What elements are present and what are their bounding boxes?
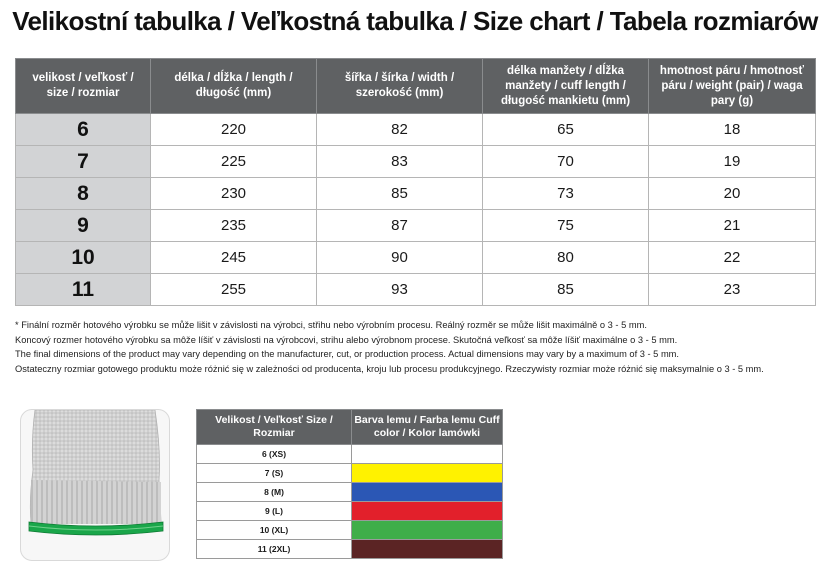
size-chart-header-row	[16, 59, 816, 114]
cuff-size-cell: 11 (2XL)	[197, 540, 352, 559]
width-cell: 93	[317, 274, 483, 306]
weight-cell: 21	[649, 210, 816, 242]
length-cell: 255	[151, 274, 317, 306]
width-cell: 90	[317, 242, 483, 274]
table-row	[16, 114, 816, 146]
glove-cuff-image	[20, 409, 170, 561]
cuff-row	[197, 483, 503, 502]
footnotes	[15, 318, 820, 376]
cuff-cell: 80	[483, 242, 649, 274]
length-cell: 235	[151, 210, 317, 242]
cuff-row	[197, 540, 503, 559]
cuff-row	[197, 502, 503, 521]
footnote-en: The final dimensions of the product may vary depending on the manufacturer, cut, or production process. Actual dimensions may vary by a maximum of 3 - 5 mm.	[15, 349, 680, 359]
cuff-size-cell: 6 (XS)	[197, 445, 352, 464]
cuff-cell: 75	[483, 210, 649, 242]
weight-cell: 18	[649, 114, 816, 146]
size-cell: 6	[16, 114, 151, 146]
size-cell: 7	[16, 146, 151, 178]
table-row	[16, 210, 816, 242]
cuff-size-cell: 7 (S)	[197, 464, 352, 483]
cuff-color-swatch	[352, 521, 503, 540]
cuff-header-color: Barva lemu / Farba lemu Cuff color / Kolor lamówki	[352, 410, 503, 445]
weight-cell: 22	[649, 242, 816, 274]
header-length: délka / dĺžka / length / długość (mm)	[151, 59, 317, 114]
cuff-header-size: Velikost / Veľkosť Size / Rozmiar	[197, 410, 352, 445]
cuff-size-cell: 9 (L)	[197, 502, 352, 521]
width-cell: 82	[317, 114, 483, 146]
cuff-header-row	[197, 410, 503, 445]
cuff-color-swatch	[352, 445, 503, 464]
header-size: velikost / veľkosť / size / rozmiar	[16, 59, 151, 114]
header-width: šířka / šírka / width / szerokość (mm)	[317, 59, 483, 114]
table-row	[16, 178, 816, 210]
weight-cell: 19	[649, 146, 816, 178]
width-cell: 87	[317, 210, 483, 242]
footnote-pl: Ostateczny rozmiar gotowego produktu może różnić się w zależności od producenta, kroju lub procesu produkcyjnego. Rzeczywisty rozmiar może różnić się maksymalnie o 3 - 5 mm.	[15, 363, 764, 374]
size-cell: 11	[16, 274, 151, 306]
cuff-color-swatch	[352, 483, 503, 502]
cuff-color-swatch	[352, 540, 503, 559]
weight-cell: 23	[649, 274, 816, 306]
cuff-cell: 65	[483, 114, 649, 146]
table-row	[16, 242, 816, 274]
cuff-color-table	[196, 409, 503, 559]
cuff-cell: 85	[483, 274, 649, 306]
size-cell: 10	[16, 242, 151, 274]
header-weight: hmotnost páru / hmotnosť páru / weight (pair) / waga pary (g)	[649, 59, 816, 114]
width-cell: 85	[317, 178, 483, 210]
header-cuff-length: délka manžety / dĺžka manžety / cuff length / długość mankietu (mm)	[483, 59, 649, 114]
cuff-size-cell: 8 (M)	[197, 483, 352, 502]
cuff-row	[197, 464, 503, 483]
weight-cell: 20	[649, 178, 816, 210]
size-cell: 8	[16, 178, 151, 210]
cuff-cell: 73	[483, 178, 649, 210]
cuff-color-swatch	[352, 502, 503, 521]
size-cell: 9	[16, 210, 151, 242]
cuff-color-swatch	[352, 464, 503, 483]
glove-cuff-icon	[21, 410, 169, 560]
length-cell: 225	[151, 146, 317, 178]
cuff-row	[197, 521, 503, 540]
table-row	[16, 274, 816, 306]
cuff-size-cell: 10 (XL)	[197, 521, 352, 540]
table-row	[16, 146, 816, 178]
footnote-cz: * Finální rozměr hotového výrobku se může lišit v závislosti na výrobci, střihu nebo výrobním procesu. Reálný rozměr se může lišit maximálně o 3 - 5 mm.	[15, 320, 647, 330]
size-chart-table	[15, 58, 816, 306]
length-cell: 230	[151, 178, 317, 210]
length-cell: 220	[151, 114, 317, 146]
cuff-cell: 70	[483, 146, 649, 178]
footnote-sk: Koncový rozmer hotového výrobku sa môže líšiť v závislosti na výrobcovi, strihu alebo výrobnom procese. Skutočná veľkosť sa môže líšiť maximálne o 3 - 5 mm.	[15, 334, 678, 345]
page-title: Velikostní tabulka / Veľkostná tabulka / Size chart / Tabela rozmiarów	[12, 6, 818, 36]
cuff-row	[197, 445, 503, 464]
length-cell: 245	[151, 242, 317, 274]
width-cell: 83	[317, 146, 483, 178]
